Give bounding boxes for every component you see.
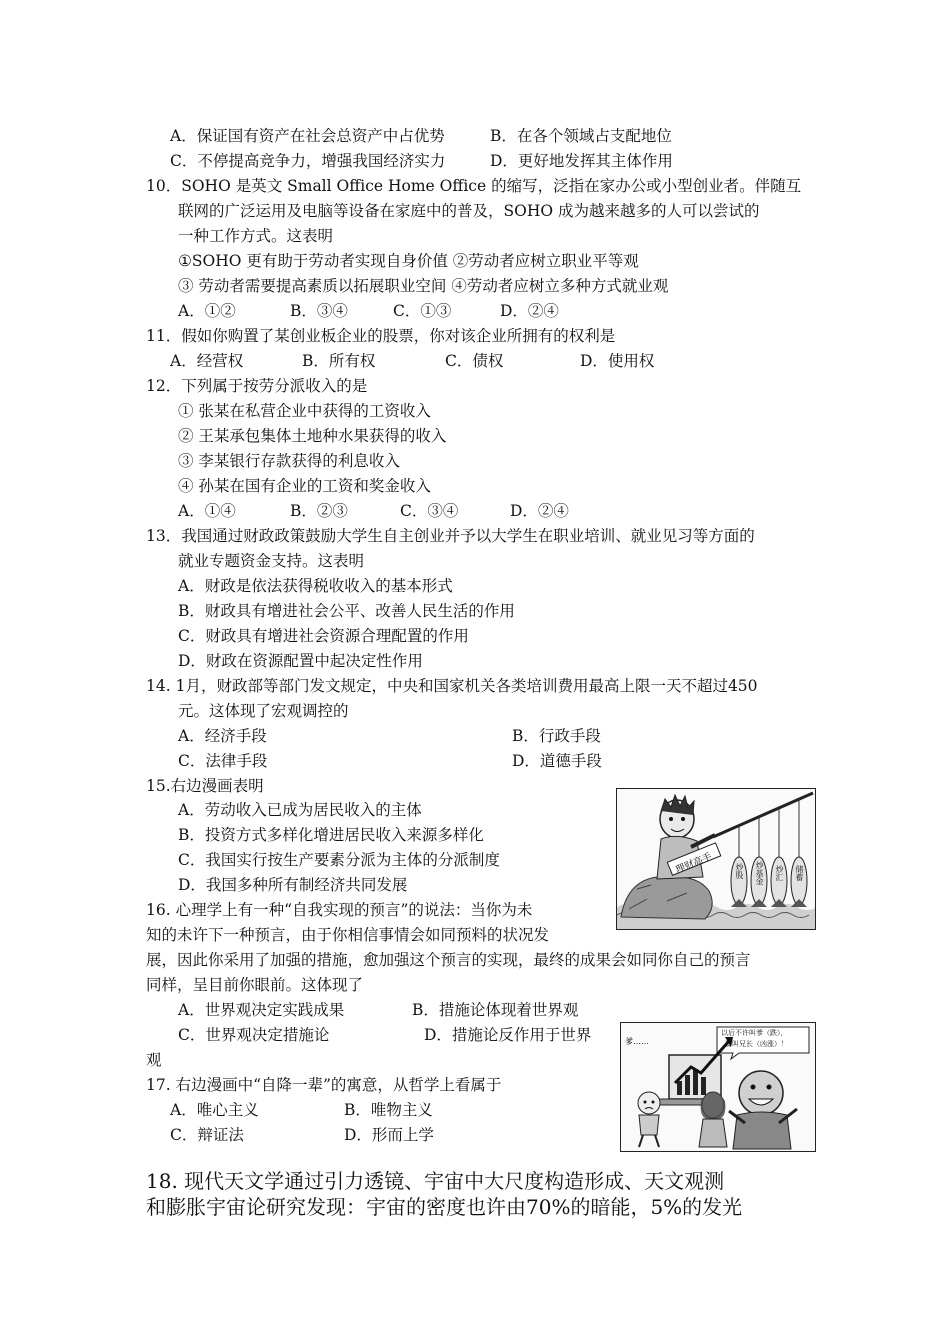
q13-option-d: D．财政在资源配置中起决定性作用 [178,652,423,670]
q12-statement-2: ② 王某承包集体土地种水果获得的收入 [178,427,447,445]
q16-stem-line2: 知的未许下一种预言，由于你相信事情会如同预料的状况发 [146,926,550,944]
q16-stem-line4: 同样，呈目前你眼前。这体现了 [146,976,364,994]
fish-label-forex: 炒汇 [775,865,784,881]
q15-stem: 15.右边漫画表明 [146,777,264,795]
q10-statements-12: ①SOHO 更有助于劳动者实现自身价值 ②劳动者应树立职业平等观 [178,252,639,270]
q13-stem-line2: 就业专题资金支持。这表明 [178,552,365,570]
q16-option-a: A．世界观决定实践成果 [178,1001,345,1019]
q14-stem-line2: 元。这体现了宏观调控的 [178,702,349,720]
q11-stem: 11．假如你购置了某创业板企业的股票，你对该企业所拥有的权利是 [146,327,616,345]
q12-stem: 12．下列属于按劳分派收入的是 [146,377,368,395]
q12-option-d: D．②④ [510,502,569,520]
q16-option-d-continued: 观 [146,1051,162,1069]
q10-option-c: C．①③ [393,302,452,320]
q15-option-d: D．我国多种所有制经济共同发展 [178,876,408,894]
q9-option-b: B．在各个领域占支配地位 [490,127,672,145]
q17-option-a: A．唯心主义 [170,1101,259,1119]
q12-option-c: C．③④ [400,502,459,520]
speech-bubble-line1: 以后不许叫爹（跌）， [721,1029,788,1037]
q17-option-d: D．形而上学 [344,1126,434,1144]
q15-cartoon-image [616,788,816,930]
q10-stem-line2: 联网的广泛运用及电脑等设备在家庭中的普及，SOHO 成为越来越多的人可以尝试的 [178,202,760,220]
q15-option-c: C．我国实行按生产要素分派为主体的分派制度 [178,851,500,869]
fish-label-savings: 储蓄 [795,865,804,881]
q12-statement-4: ④ 孙某在国有企业的工资和奖金收入 [178,477,431,495]
q15-option-a: A．劳动收入已成为居民收入的主体 [178,801,422,819]
q14-option-a: A．经济手段 [178,727,267,745]
speech-bubble-line2: 要叫兄长（凶涨）！ [725,1040,788,1048]
q18-stem-line2: 和膨胀宇宙论研究发现：宇宙的密度也许由70%的暗能，5%的发光 [146,1195,743,1219]
q13-option-a: A．财政是依法获得税收收入的基本形式 [178,577,453,595]
q9-option-d: D．更好地发挥其主体作用 [490,152,673,170]
q18-stem-line1: 18. 现代天文学通过引力透镜、宇宙中大尺度构造形成、天文观测 [146,1169,725,1193]
q13-option-c: C．财政具有增进社会资源合理配置的作用 [178,627,469,645]
q14-stem-line1: 14. 1月，财政部等部门发文规定，中央和国家机关各类培训费用最高上限一天不超过450 [146,677,758,695]
q11-option-a: A．经营权 [170,352,244,370]
fishing-sign-label: 理财高手 [674,851,714,876]
q13-option-b: B．财政具有增进社会公平、改善人民生活的作用 [178,602,515,620]
fish-label-stocks: 炒股 [735,863,744,879]
q12-option-a: A．①④ [178,502,236,520]
q17-option-c: C．辩证法 [170,1126,244,1144]
q10-option-d: D．②④ [500,302,559,320]
q12-statement-3: ③ 李某银行存款获得的利息收入 [178,452,400,470]
q9-option-c: C．不停提高竞争力，增强我国经济实力 [170,152,446,170]
q10-stem-line3: 一种工作方式。这表明 [178,227,334,245]
q17-option-b: B．唯物主义 [344,1101,433,1119]
q10-option-a: A．①② [178,302,236,320]
q12-option-b: B．②③ [290,502,348,520]
q10-statements-34: ③ 劳动者需要提高素质以拓展职业空间 ④劳动者应树立多种方式就业观 [178,277,669,295]
q15-option-b: B．投资方式多样化增进居民收入来源多样化 [178,826,484,844]
q9-option-a: A．保证国有资产在社会总资产中占优势 [170,127,445,145]
q17-stem: 17. 右边漫画中“自降一辈”的寓意，从哲学上看属于 [146,1076,502,1094]
q16-option-d: D．措施论反作用于世界 [424,1026,592,1044]
q14-option-b: B．行政手段 [512,727,601,745]
cartoon-call-text: 爹…… [625,1037,649,1046]
q10-stem-line1: 10．SOHO 是英文 Small Office Home Office 的缩写，泛指在家办公或小型创业者。伴随互 [146,177,802,195]
q16-option-c: C．世界观决定措施论 [178,1026,330,1044]
q16-option-b: B．措施论体现着世界观 [412,1001,579,1019]
q17-cartoon-image [620,1022,816,1152]
q16-stem-line3: 展，因此你采用了加强的措施，愈加强这个预言的实现，最终的成果会如同你自己的预言 [146,951,751,969]
q14-option-d: D．道德手段 [512,752,602,770]
q11-option-c: C．债权 [445,352,504,370]
fish-label-funds: 炒基金 [755,861,764,885]
q12-statement-1: ① 张某在私营企业中获得的工资收入 [178,402,431,420]
q14-option-c: C．法律手段 [178,752,268,770]
q11-option-b: B．所有权 [302,352,376,370]
q10-option-b: B．③④ [290,302,348,320]
q13-stem-line1: 13．我国通过财政政策鼓励大学生自主创业并予以大学生在职业培训、就业见习等方面的 [146,527,755,545]
fishing-cartoon-drawing [617,789,815,929]
q16-stem-line1: 16. 心理学上有一种“自我实现的预言”的说法：当你为未 [146,901,533,919]
q11-option-d: D．使用权 [580,352,655,370]
